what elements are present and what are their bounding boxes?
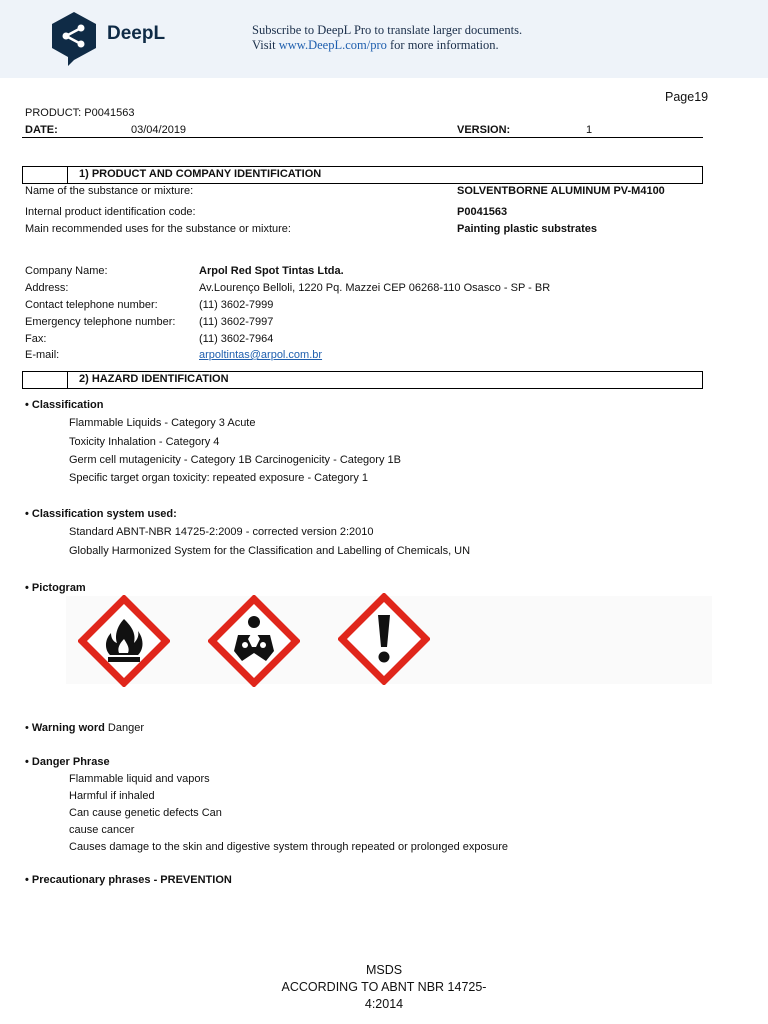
promo-line-2	[252, 38, 522, 53]
product-code-label: Internal product identification code:	[25, 206, 196, 218]
recommended-uses-value: Painting plastic substrates	[457, 223, 597, 235]
header-rule	[22, 137, 703, 138]
danger-phrase-item: Can cause genetic defects Can	[69, 807, 222, 819]
section-1-header	[22, 166, 703, 184]
recommended-uses-label: Main recommended uses for the substance or mixture:	[25, 223, 291, 235]
footer-standard: ACCORDING TO ABNT NBR 14725-	[281, 980, 487, 994]
footer-standard-year: 4:2014	[364, 997, 404, 1011]
substance-name-value: SOLVENTBORNE ALUMINUM PV-M4100	[457, 185, 665, 197]
fax-label: Fax:	[25, 333, 47, 345]
deepl-pro-link[interactable]: www.DeepL.com/pro	[278, 38, 387, 52]
flame-icon	[78, 595, 170, 687]
address-value: Av.Lourenço Belloli, 1220 Pq. Mazzei CEP 06268-110 Osasco - SP - BR	[199, 282, 551, 294]
warning-word-value: Danger	[107, 722, 144, 734]
exclamation-icon	[338, 593, 430, 685]
page-number: Page19	[665, 90, 709, 104]
company-name-value: Arpol Red Spot Tintas Ltda.	[199, 265, 344, 277]
email-label: E-mail:	[25, 349, 60, 361]
danger-phrase-item: Causes damage to the skin and digestive system through repeated or prolonged exposure	[69, 841, 509, 853]
contact-phone-value: (11) 3602-7999	[199, 299, 274, 311]
product-line: PRODUCT: P0041563	[25, 107, 135, 119]
warning-word	[25, 722, 144, 734]
email-link[interactable]: arpoltintas@arpol.com.br	[199, 349, 323, 361]
danger-phrase-item: cause cancer	[69, 824, 135, 836]
section-1-title: 1) PRODUCT AND COMPANY IDENTIFICATION	[79, 168, 322, 180]
classification-system-heading: • Classification system used:	[25, 508, 177, 520]
emergency-phone-value: (11) 3602-7997	[199, 316, 274, 328]
section-2-title: 2) HAZARD IDENTIFICATION	[79, 373, 229, 385]
date-label: DATE:	[25, 124, 58, 136]
company-name-label: Company Name:	[25, 265, 108, 277]
address-label: Address:	[25, 282, 69, 294]
warning-word-label: Warning word	[31, 722, 105, 734]
precautionary-heading: • Precautionary phrases - PREVENTION	[25, 874, 232, 886]
classification-item: Specific target organ toxicity: repeated exposure - Category 1	[69, 472, 368, 484]
substance-name-label: Name of the substance or mixture:	[25, 185, 194, 197]
date-value: 03/04/2019	[131, 124, 187, 136]
section-1-number-box	[23, 167, 68, 183]
fax-value: (11) 3602-7964	[199, 333, 274, 345]
classification-system-item: Standard ABNT-NBR 14725-2:2009 - corrected version 2:2010	[69, 526, 374, 538]
classification-item: Flammable Liquids - Category 3 Acute	[69, 417, 256, 429]
footer-msds: MSDS	[365, 963, 403, 977]
version-label: VERSION:	[457, 124, 511, 136]
promo-text	[252, 23, 522, 53]
deepl-banner	[0, 0, 768, 78]
product-code-value: P0041563	[457, 206, 508, 218]
classification-heading: • Classification	[25, 399, 103, 411]
deepl-logo-icon	[48, 10, 100, 68]
promo-line-2-pre: Visit	[252, 38, 279, 52]
deepl-brand: DeepL	[107, 23, 166, 44]
promo-line-1: Subscribe to DeepL Pro to translate larger documents.	[252, 23, 523, 37]
classification-item: Toxicity Inhalation - Category 4	[69, 436, 220, 448]
version-value: 1	[586, 124, 593, 136]
section-2-header	[22, 371, 703, 389]
danger-phrase-heading: • Danger Phrase	[25, 756, 110, 768]
danger-phrase-item: Flammable liquid and vapors	[69, 773, 210, 785]
danger-phrase-item: Harmful if inhaled	[69, 790, 155, 802]
emergency-phone-label: Emergency telephone number:	[25, 316, 176, 328]
promo-line-2-post: for more information.	[386, 38, 499, 52]
classification-item: Germ cell mutagenicity - Category 1B Carcinogenicity - Category 1B	[69, 454, 401, 466]
pictogram-heading: • Pictogram	[25, 582, 86, 594]
health-hazard-icon	[208, 595, 300, 687]
classification-system-item: Globally Harmonized System for the Classification and Labelling of Chemicals, UN	[69, 545, 471, 557]
section-2-number-box	[23, 372, 68, 388]
contact-phone-label: Contact telephone number:	[25, 299, 158, 311]
